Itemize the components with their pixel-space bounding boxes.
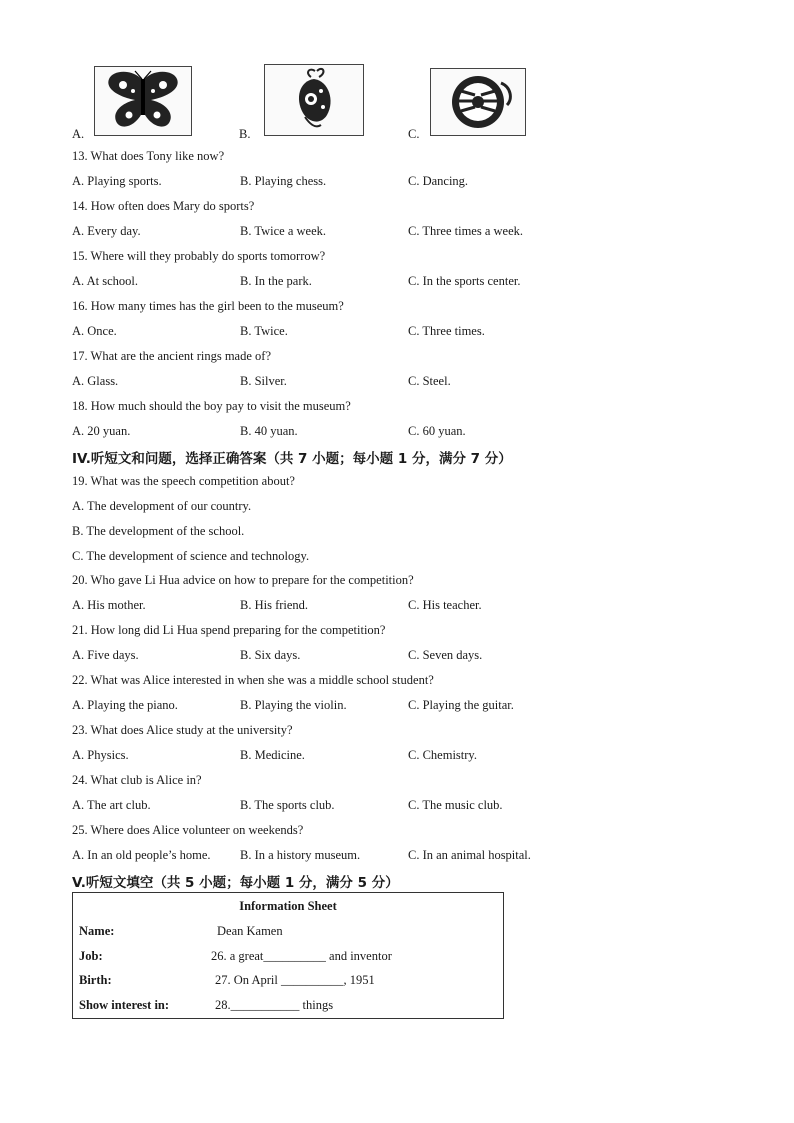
q14-option-c: C. Three times a week. (408, 224, 524, 238)
picture-option-c-letter: C. (408, 127, 420, 141)
q25-option-b: B. In a history museum. (240, 848, 361, 862)
question-25: 25. Where does Alice volunteer on weekends? (72, 823, 304, 837)
question-18: 18. How much should the boy pay to visit the museum? (72, 399, 351, 413)
q18-option-b: B. 40 yuan. (240, 424, 298, 438)
q20-option-c: C. His teacher. (408, 598, 482, 612)
q23-option-b: B. Medicine. (240, 748, 305, 762)
q16-option-c: C. Three times. (408, 324, 485, 338)
q15-option-c: C. In the sports center. (408, 274, 521, 288)
interest-label: Show interest in: (79, 998, 170, 1012)
q22-option-b: B. Playing the violin. (240, 698, 347, 712)
question-14: 14. How often does Mary do sports? (72, 199, 255, 213)
question-22: 22. What was Alice interested in when she was a middle school student? (72, 673, 434, 687)
question-23: 23. What does Alice study at the university? (72, 723, 293, 737)
question-15: 15. Where will they probably do sports tomorrow? (72, 249, 326, 263)
q18-option-a: A. 20 yuan. (72, 424, 131, 438)
question-24: 24. What club is Alice in? (72, 773, 202, 787)
q22-option-c: C. Playing the guitar. (408, 698, 514, 712)
q19-option-b: B. The development of the school. (72, 524, 245, 538)
q21-option-c: C. Seven days. (408, 648, 483, 662)
q24-option-a: A. The art club. (72, 798, 151, 812)
job-blank-26: 26. a great__________ and inventor (211, 949, 392, 963)
q19-option-a: A. The development of our country. (72, 499, 252, 513)
birth-blank-27: 27. On April __________, 1951 (215, 973, 375, 987)
q19-option-c: C. The development of science and technology. (72, 549, 310, 563)
interest-blank-28: 28.___________ things (215, 998, 334, 1012)
name-label: Name: (79, 924, 115, 938)
section-5-heading: V.听短文填空（共 5 小题；每小题 1 分，满分 5 分） (72, 875, 399, 891)
q20-option-b: B. His friend. (240, 598, 309, 612)
q17-option-b: B. Silver. (240, 374, 287, 388)
q22-option-a: A. Playing the piano. (72, 698, 178, 712)
q13-option-c: C. Dancing. (408, 174, 469, 188)
job-label: Job: (79, 949, 103, 963)
q25-option-c: C. In an animal hospital. (408, 848, 531, 862)
q24-option-b: B. The sports club. (240, 798, 335, 812)
q16-option-b: B. Twice. (240, 324, 288, 338)
butterfly-icon (94, 66, 192, 136)
q18-option-c: C. 60 yuan. (408, 424, 466, 438)
q13-option-a: A. Playing sports. (72, 174, 162, 188)
question-20: 20. Who gave Li Hua advice on how to prepare for the competition? (72, 573, 414, 587)
q17-option-c: C. Steel. (408, 374, 451, 388)
section-4-heading: IV.听短文和问题，选择正确答案（共 7 小题；每小题 1 分，满分 7 分） (72, 451, 512, 467)
q20-option-a: A. His mother. (72, 598, 146, 612)
picture-option-b-letter: B. (239, 127, 251, 141)
picture-option-a-letter: A. (72, 127, 85, 141)
question-19: 19. What was the speech competition about? (72, 474, 295, 488)
question-21: 21. How long did Li Hua spend preparing for the competition? (72, 623, 386, 637)
q14-option-b: B. Twice a week. (240, 224, 327, 238)
q14-option-a: A. Every day. (72, 224, 141, 238)
information-sheet (72, 892, 504, 1019)
fruit-icon (264, 64, 364, 136)
q25-option-a: A. In an old people’s home. (72, 848, 211, 862)
name-value: Dean Kamen (217, 924, 283, 938)
q21-option-a: A. Five days. (72, 648, 139, 662)
q17-option-a: A. Glass. (72, 374, 119, 388)
q13-option-b: B. Playing chess. (240, 174, 327, 188)
question-16: 16. How many times has the girl been to the museum? (72, 299, 344, 313)
question-13: 13. What does Tony like now? (72, 149, 225, 163)
q21-option-b: B. Six days. (240, 648, 301, 662)
q15-option-b: B. In the park. (240, 274, 312, 288)
q15-option-a: A. At school. (72, 274, 138, 288)
q16-option-a: A. Once. (72, 324, 117, 338)
question-17: 17. What are the ancient rings made of? (72, 349, 271, 363)
q24-option-c: C. The music club. (408, 798, 503, 812)
q23-option-c: C. Chemistry. (408, 748, 477, 762)
q23-option-a: A. Physics. (72, 748, 129, 762)
information-sheet-title: Information Sheet (239, 899, 337, 913)
birth-label: Birth: (79, 973, 112, 987)
tiger-icon (430, 68, 526, 136)
